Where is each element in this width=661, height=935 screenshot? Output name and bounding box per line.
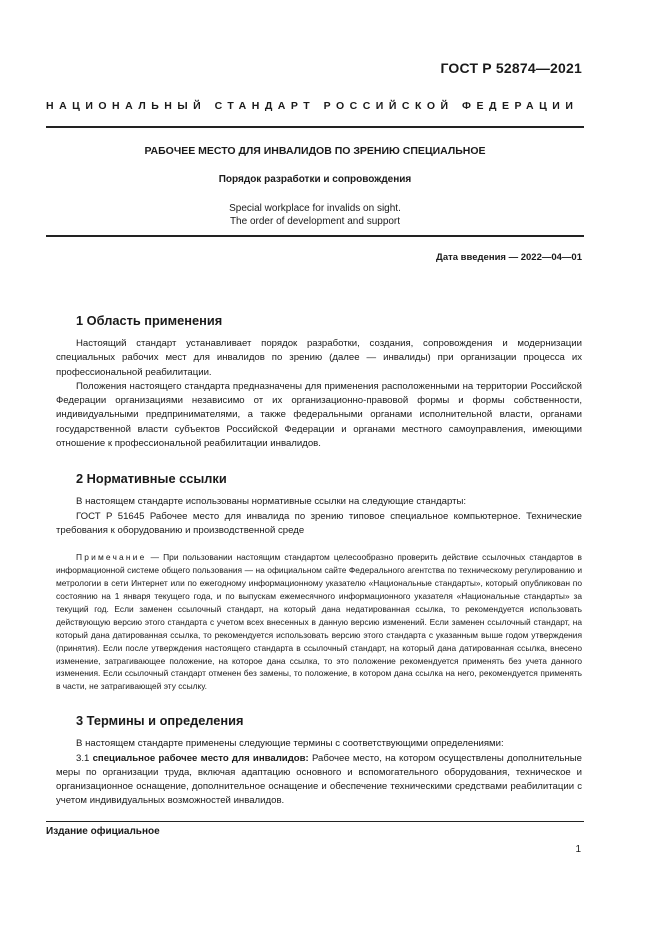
term-number: 3.1 [76, 752, 93, 764]
national-standard-banner: НАЦИОНАЛЬНЫЙ СТАНДАРТ РОССИЙСКОЙ ФЕДЕРАЦИИ [46, 100, 579, 112]
page-number: 1 [575, 844, 581, 855]
section-heading: 1 Область применения [76, 313, 223, 328]
english-title-line-1: Special workplace for invalids on sight. [229, 203, 401, 214]
term-name: специальное рабочее место для инвалидов: [92, 752, 309, 764]
section-heading: 2 Нормативные ссылки [76, 471, 227, 487]
standard-title: РАБОЧЕЕ МЕСТО ДЛЯ ИНВАЛИДОВ ПО ЗРЕНИЮ СПЕЦИАЛЬНОЕ [144, 145, 486, 157]
paragraph: Положения настоящего стандарта предназначены для применения расположенными на территории Российской Федерации организациями независимо от их организационно-правовой формы и формы собственности, индивидуальными предпринимателями, а также федеральными органами исполнительной власти, органами государственной власти субъектов Российской Федерации и органами местного самоуправления, имеющими отношение к профессиональной реабилитации инвалидов. [56, 380, 582, 450]
official-edition-label: Издание официальное [46, 826, 160, 837]
note-text: — При пользовании настоящим стандартом целесообразно проверить действие ссылочных стандартов в информационной системе общего пользования — на официальном сайте Федерального агентства по техническому регулированию и метрологии в сети Интернет или по ежегодному информационному указателю «Национальные стандарты», который опубликован по состоянию на 1 января текущего года, и по выпускам ежемесячного информационного указателя «Национальные стандарты» за текущий год. Если заменен ссылочный стандарт, на который дана недатированная ссылка, то рекомендуется использовать действующую версию этого стандарта с учетом всех внесенных в данную версию изменений. Если заменен ссылочный стандарт, на который дана датированная ссылка, то рекомендуется использовать версию этого стандарта с указанным выше годом утверждения (принятия). Если после утверждения настоящего стандарта в ссылочный стандарт, на который дана датированная ссылка, внесено изменение, затрагивающее положение, на которое дана ссылка, то это положение рекомендуется применять без учета данного изменения. Если ссылочный стандарт отменен без замены, то положение, в котором дана ссылка на него, рекомендуется применять в части, не затрагивающей эту ссылку. [56, 552, 582, 692]
paragraph: В настоящем стандарте использованы нормативные ссылки на следующие стандарты: [76, 496, 467, 508]
spacer [56, 451, 582, 471]
standard-subtitle: Порядок разработки и сопровождения [218, 174, 412, 185]
note-label: Примечание [76, 552, 147, 563]
section-normative-references [56, 471, 582, 693]
document-body [56, 313, 582, 809]
section-terms-definitions [56, 713, 582, 808]
paragraph: В настоящем стандарте применены следующие термины с соответствующими определениями: [76, 738, 504, 750]
section-heading: 3 Термины и определения [76, 713, 244, 729]
term-definition [56, 752, 582, 809]
section-scope [56, 313, 582, 451]
spacer [56, 693, 582, 713]
note [56, 551, 582, 693]
paragraph: Настоящий стандарт устанавливает порядок разработки, создания, сопровождения и модернизации специальных рабочих мест для инвалидов по зрению (далее — инвалиды) при организации процесса их профессиональной реабилитации. [56, 338, 582, 378]
term-text: Рабочее место, на котором осуществлены дополнительные меры по организации труда, включая адаптацию основного и вспомогательного оборудования, техническое и организационное оснащение, дополнительное оснащение и обеспечение техническими средствами реабилитации с учетом индивидуальных возможностей инвалидов. [56, 752, 582, 807]
title-block [46, 145, 584, 228]
gost-number: ГОСТ Р 52874—2021 [440, 60, 582, 76]
middle-rule [46, 235, 584, 237]
english-title [46, 202, 584, 228]
top-rule [46, 126, 584, 128]
spacer [56, 538, 582, 551]
introduction-date: Дата введения — 2022—04—01 [436, 252, 582, 263]
footer-rule [46, 821, 584, 822]
reference-entry: ГОСТ Р 51645 Рабочее место для инвалида по зрению типовое специальное компьютерное. Технические требования к оборудованию и производственной среде [56, 510, 582, 536]
english-title-line-2: The order of development and support [229, 216, 401, 227]
